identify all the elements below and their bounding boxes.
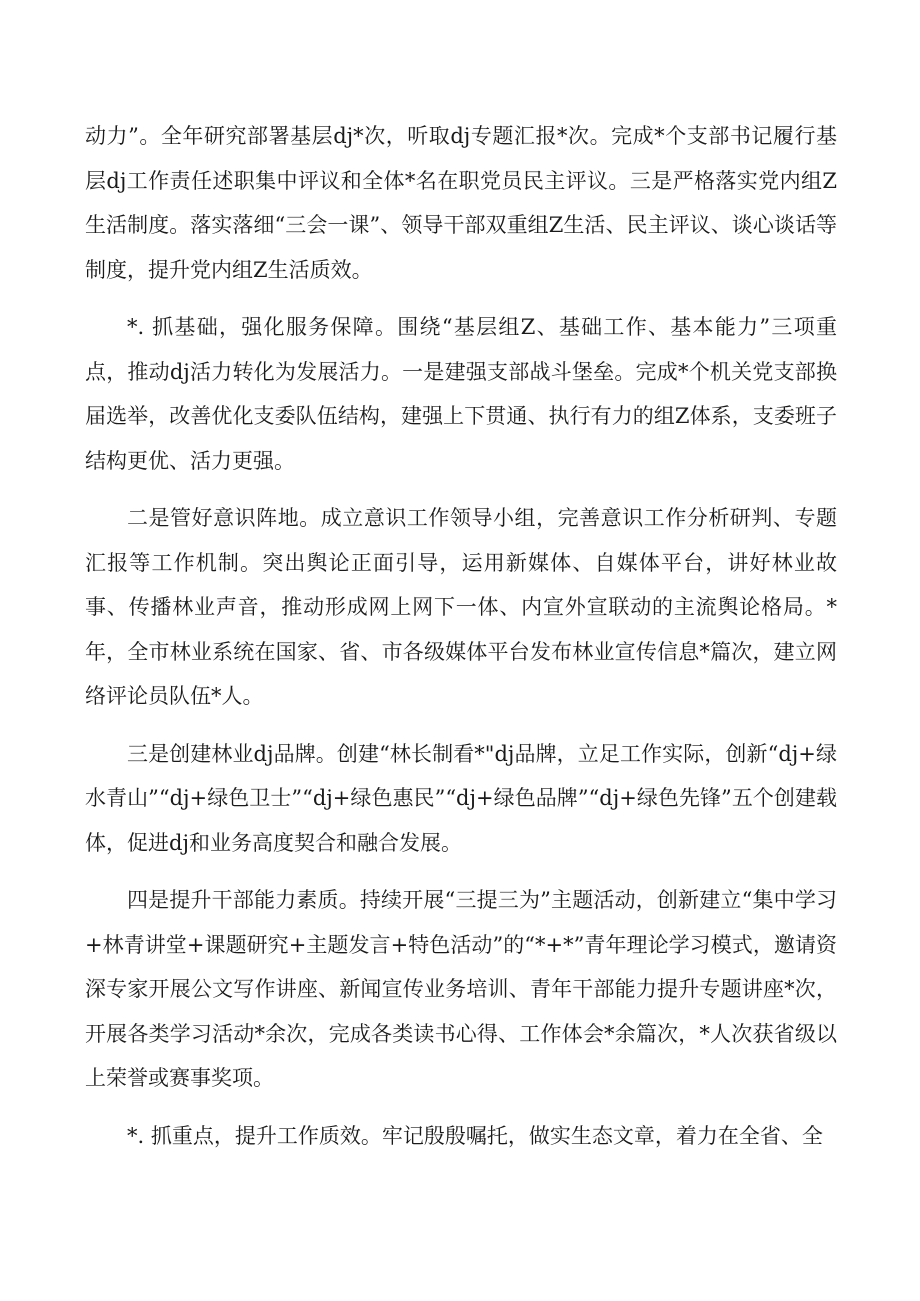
- paragraph-ideology-position: 二是管好意识阵地。成立意识工作领导小组，完善意识工作分析研判、专题汇报等工作机制。突出舆论正面引导，运用新媒体、自媒体平台，讲好林业故事、传播林业声音，推动形成网上网下一体、内宣外宣联动的主流舆论格局。*年，全市林业系统在国家、省、市各级媒体平台发布林业宣传信息*篇次，建立网络评论员队伍*人。: [85, 506, 837, 708]
- document-body: [85, 114, 837, 1171]
- paragraph-continuation: 动力”。全年研究部署基层dj*次，听取dj专题汇报*次。完成*个支部书记履行基层dj工作责任述职集中评议和全体*名在职党员民主评议。三是严格落实党内组Z生活制度。落实落细“三会一课”、领导干部双重组Z生活、民主评议、谈心谈话等制度，提升党内组Z生活质效。: [85, 124, 837, 282]
- paragraph-foundation: *. 抓基础，强化服务保障。围绕“基层组Z、基础工作、基本能力”三项重点，推动dj活力转化为发展活力。一是建强支部战斗堡垒。完成*个机关党支部换届选举，改善优化支委队伍结构，建强上下贯通、执行有力的组Z体系，支委班子结构更优、活力更强。: [85, 315, 837, 473]
- paragraph-cadre-ability: 四是提升干部能力素质。持续开展“三提三为”主题活动，创新建立“集中学习+林青讲堂+课题研究+主题发言+特色活动”的“*+*”青年理论学习模式，邀请资深专家开展公文写作讲座、新闻宣传业务培训、青年干部能力提升专题讲座*次，开展各类学习活动*余次，完成各类读书心得、工作体会*余篇次，*人次获省级以上荣誉或赛事奖项。: [85, 888, 837, 1090]
- paragraph-key-points: *. 抓重点，提升工作质效。牢记殷殷嘱托，做实生态文章，着力在全省、全: [127, 1123, 823, 1148]
- paragraph-forestry-brand: 三是创建林业dj品牌。创建“林长制看*"dj品牌，立足工作实际，创新“dj+绿水青山”“dj+绿色卫士”“dj+绿色惠民”“dj+绿色品牌”“dj+绿色先锋”五个创建载体，促进dj和业务高度契合和融合发展。: [85, 741, 837, 855]
